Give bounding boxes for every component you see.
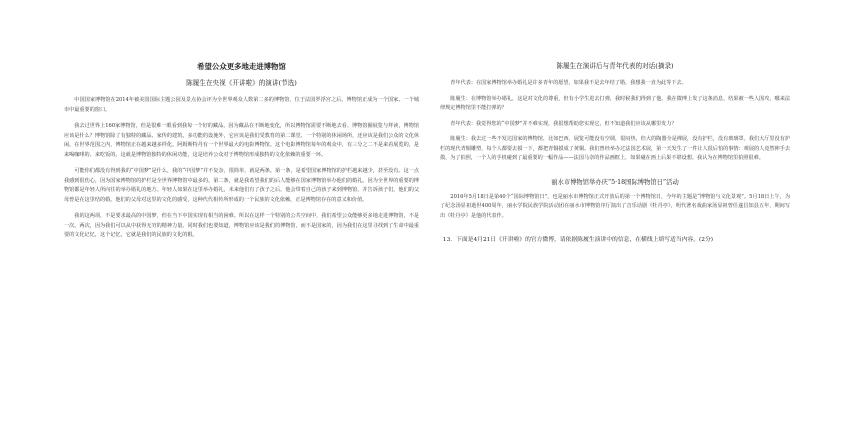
article-title: 希望公众更多地走进博物馆 <box>197 62 286 71</box>
article-paragraph-1: 中国国家博物馆在2014年被美国国际主题公园及景点协会评为全世界观众人数第二多的博物馆，位于法国罗浮宫之后。博物馆正成为一个国家、一个城市中最重要的窗口。 <box>64 97 419 113</box>
news-section-text: 2016年5月18日是第40个“国际博物馆日”，也是丽水市博物馆正式开放后的第一个博物馆日，今年的主题是“博物馆与文化景观”。5月18日上午，为了纪念汤显祖逝世400周年，丽水学院民族学院活动团在丽水市博物馆序厅演出了音乐话剧《牡丹亭》，明代著名戏曲家汤显祖曾任遂昌知县五年，期间写出《牡丹亭》是他的代表作。 <box>440 193 790 219</box>
dialogue-line-2: 陈履生：在博物馆举办婚礼，这是对文化的尊重，但有小学生进去打弹，我时候我们得到了他。我在微博上发了这条消息，结果被一些人围攻，哪来法律规定博物馆里不能打弹的？ <box>440 95 790 111</box>
article-subtitle: 陈履生在央视《开讲啦》的演讲(节选) <box>186 79 297 87</box>
dialogue-line-4: 陈履生：我去过一些不发达国家的博物馆，比如巴西，展览可能没有空调，很闷热，但大的陶器全是裸展，没有护栏，没有玻璃罩。我们大厅里没有护栏的现代青铜雕塑，每个人都要去摸一下，都把青铜摸成了黄铜。我们曾经举办过法国艺术展，第一天发生了一件让人很后怕的事情：观展的人竟然伸手去摸，为了拍照，一个人的手机碰到了最重要的一幅作品——法国马奈的作品画框上，如果碰在画上后果不堪设想。我认为在博物馆里拍照很难。 <box>440 136 790 161</box>
article-paragraph-4: 我的这两项，不是要求最高的中国梦，但在当下中国实现有相当的困难。所以在这样一个特别的公共空间中，我们希望公众能够更多地走进博物馆，不是一次、两次，因为我们可以从中获得无穷的精神力量。同时我们也要知道，博物馆应该是我们的博物馆，而不是国家的，因为我们在这里寻找到了生命中最重要的文化记忆，这个记忆，它就是我们的民族的文化的根。 <box>64 213 419 238</box>
article-paragraph-2: 我去过世界上160家博物馆，但是很难一眼看到我每一个好的藏品，因为藏品在不断地变化，所以博物馆需要不断地去看。博物馆圈展览与拜读，博物馆应该是什么？博物馆除了有独特的藏品、家传的建筑、多功能的设施外，它应该是我们受教育的第二课堂、一个特别的休闲场所，还应该是我们公众的文化休闲。在世界范围之内，博物馆正在越来越多样化。阿姆斯特丹有一个世界最大的电影博物馆。这个电影博物馆每年的观众中，有三分之二不是来看展览的，是来喝咖啡的、来吃饭的。这就是博物馆独特的休闲功能，这是培养公众对于博物馆形成独特的文化依赖的重要一环。 <box>64 123 419 158</box>
right-column <box>440 62 790 245</box>
dialogue-line-3: 青年代表：我觉得您的“中国梦”并不难实现，我很想帮助您实现它，但不知道我们应该从哪里发力？ <box>450 120 677 127</box>
article-paragraph-3: 可能你们都没有得到我的“中国梦”是什么，我的“中国梦”并不复杂，很简单，就是两条。第一条，是希望国家博物馆的护栏越来越少，甚至没有。这一点我感到很伤心，因为国家博物馆的护栏是全世界博物馆中最多的。第二条，就是我希望我们的后人能够在国家博物馆举办他们的婚礼。因为全世界的重要的博物馆都是年轻人所向往的举办婚礼的地方。年轻人如果在这里举办婚礼，未来他们有了孩子之后，他会带着自己的孩子来到博物馆，并告诉孩子们，他们的父母曾是在这里结的婚。他们的父母对这里的文化的感受，这种代代相传所形成的一个民族的文化依赖，正是博物馆存在的意义和价值。 <box>64 168 419 203</box>
dialogue-line-1: 青年代表：在国家博物馆举办婚礼是许多青年的愿望，如果我不是去年结了婚，我想我一直为此等下去。 <box>450 80 687 86</box>
question-13: 13．下面是4月21日《开讲啦》的官方微博，请依据陈履生演讲中的信息，在横线上填写适当内容。(2分) <box>442 237 714 243</box>
news-section-title: 丽水市博物馆举办庆“5·18国际博物馆日”活动 <box>551 178 679 186</box>
left-column <box>64 62 419 248</box>
dialogue-title: 陈履生在演讲后与青年代表的对话(摘录) <box>556 62 674 70</box>
